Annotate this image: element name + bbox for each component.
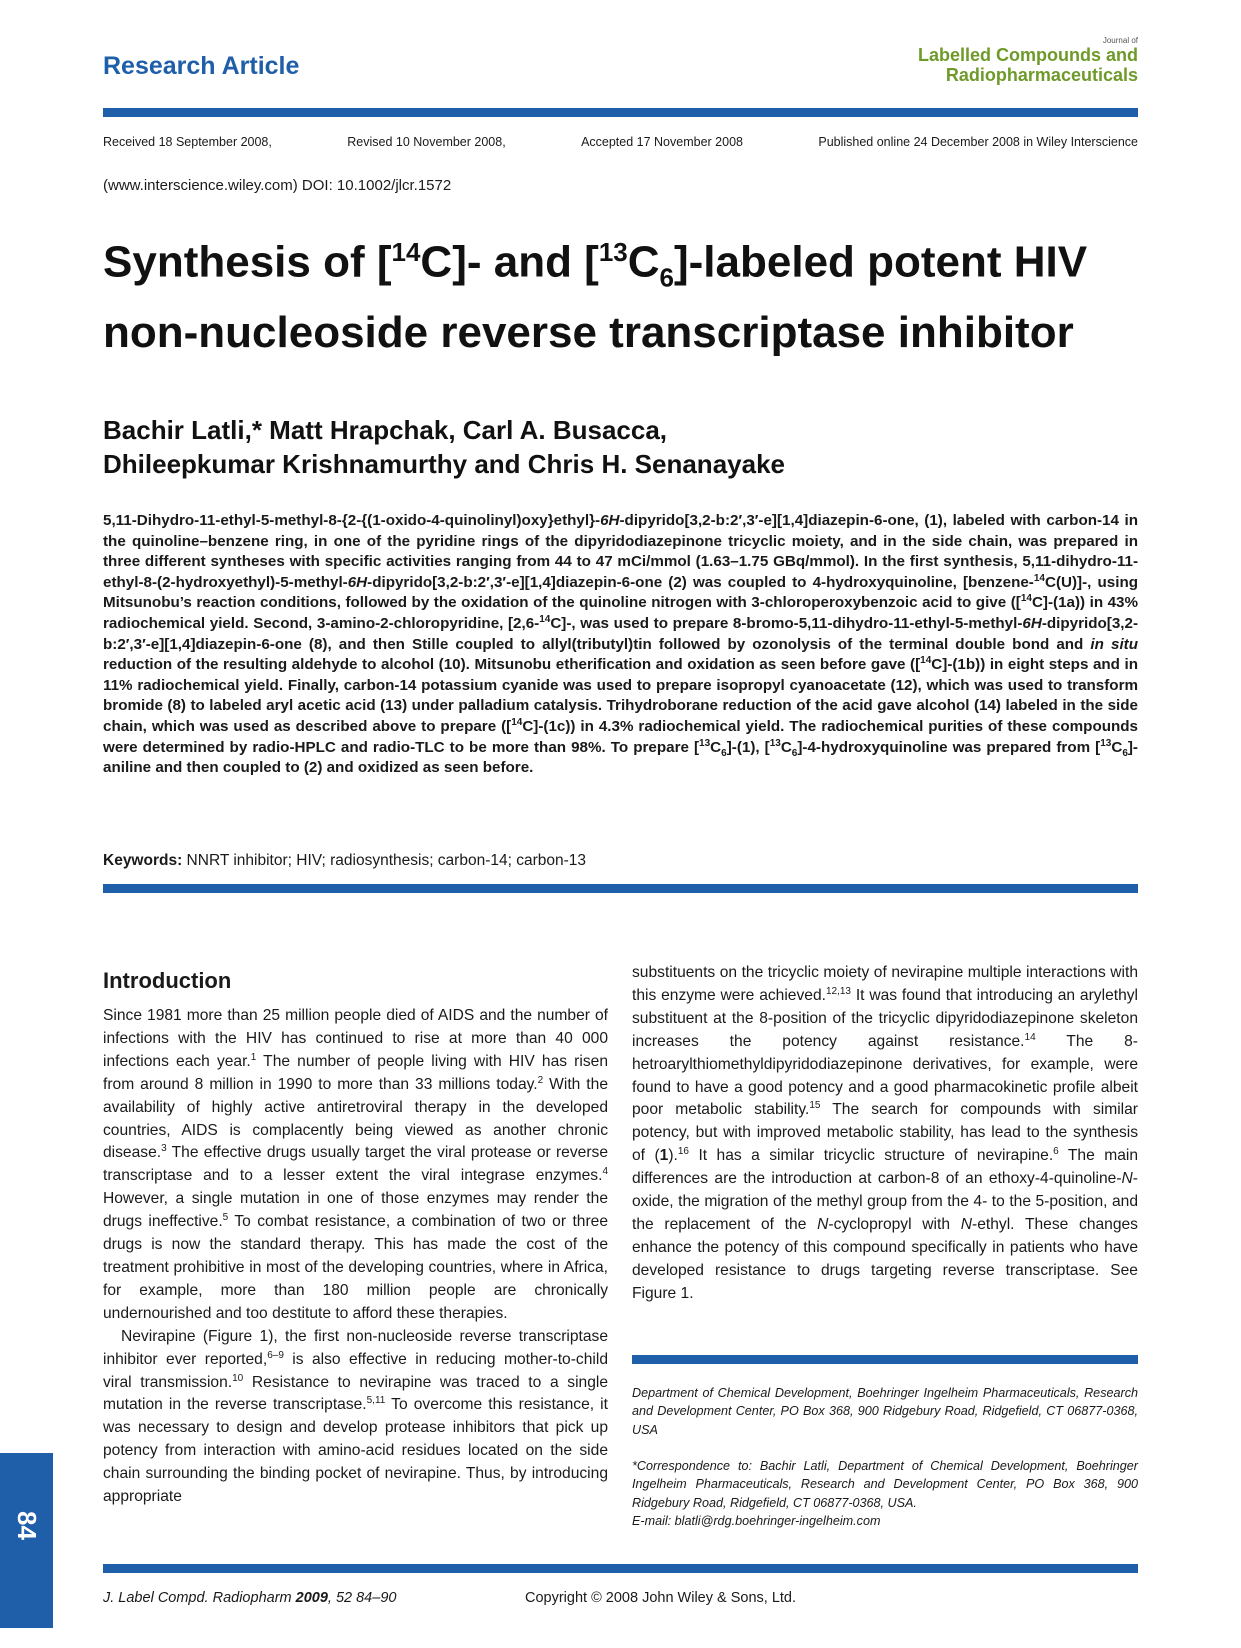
affiliation-rule	[632, 1355, 1138, 1364]
accepted-date: Accepted 17 November 2008	[581, 135, 743, 149]
article-dates	[103, 135, 1138, 149]
footer-rule	[103, 1564, 1138, 1573]
keywords	[103, 852, 586, 870]
page-number: 84	[12, 1511, 42, 1540]
published-date: Published online 24 December 2008 in Wiley Interscience	[818, 135, 1138, 149]
author-line-2: Dhileepkumar Krishnamurthy and Chris H. Senanayake	[103, 449, 785, 479]
abstract-rule	[103, 884, 1138, 893]
author-list	[103, 413, 1143, 481]
correspondence-email: E-mail: blatli@rdg.boehringer-ingelheim.com	[632, 1513, 881, 1528]
article-title: Synthesis of [$^{14}$C]- and $[^{13}C_6]$-labeled potent HIV non-nucleoside reverse transcriptase inhibitor	[103, 237, 1088, 358]
keywords-label: Keywords:	[103, 852, 183, 869]
header-rule	[103, 108, 1138, 117]
correspondence-note	[632, 1457, 1138, 1530]
body-column-left	[103, 1005, 608, 1509]
body-column-right	[632, 962, 1138, 1306]
journal-logo-line1: Labelled Compounds and	[917, 45, 1138, 65]
revised-date: Revised 10 November 2008,	[347, 135, 506, 149]
section-heading-introduction: Introduction	[103, 968, 232, 993]
corresponding-author-mark: *	[251, 415, 262, 445]
abstract: 5,11-Dihydro-11-ethyl-5-methyl-8-{2-{(1-oxido-4-quinolinyl)oxy}ethyl}-6H-dipyrido[3,2-b:2′,3′-e][1,4]diazepin-6-one, (1), labeled with carbon-14 in the quinoline–benzene ring, in one of the pyridine rings of the dipyridodiazepinone tricyclic moiety, and in the side chain, was prepared in three different syntheses with specific activities ranging from 44 to 47 mCi/mmol (1.63–1.75 GBq/mmol). In the first synthesis, 5,11-dihydro-11-ethyl-8-(2-hydroxyethyl)-5-methyl-6H-dipyrido[3,2-b:2′,3′-e][1,4]diazepin-6-one (2) was coupled to 4-hydroxyquinoline, [benzene-$^{14}$C(U)]-, using Mitsunobu’s reaction conditions, followed by the oxidation of the quinoline nitrogen with 3-chloroperoxybenzoic acid to give ([$^{14}$C]-(1a)) in 43% radiochemical yield. Second, 3-amino-2-chloropyridine, [2,6-$^{14}$C]-, was used to prepare 8-bromo-5,11-dihydro-11-ethyl-5-methyl-6H-dipyrido[3,2-b:2′,3′-e][1,4]diazepin-6-one (8), and then Stille coupled to allyl(tributyl)tin followed by ozonolysis of the terminal double bond and in situ reduction of the resulting aldehyde to alcohol (10). Mitsunobu etherification and oxidation as seen before gave ([$^{14}$C]-(1b)) in eight steps and in 11% radiochemical yield. Finally, carbon-14 potassium cyanide was used to prepare isopropyl cyanoacetate (12), which was used to transform bromide (8) to labeled aryl acetic acid (13) under palladium catalysis. Trihydroborane reduction of the acid gave alcohol (14) labeled in the side chain, which was used as described above to prepare ([$^{14}$C]-(1c)) in 4.3% radiochemical yield. The radiochemical purities of these compounds were determined by radio-HPLC and radio-TLC to be more than 98%. To prepare $[^{13}C_6]-(1)$, $[^{13}C_6]-4$-hydroxyquinoline was prepared from $[^{13}C_6]$-aniline and then coupled to (2) and oxidized as seen before.	[103, 512, 1139, 777]
author-affiliation: Department of Chemical Development, Boehringer Ingelheim Pharmaceuticals, Research and Development Center, PO Box 368, 900 Ridgebury Road, Ridgefield, CT 06877-0368, USA	[632, 1386, 1138, 1437]
doi-line: (www.interscience.wiley.com) DOI: 10.1002/jlcr.1572	[103, 177, 452, 194]
footer-copyright: Copyright © 2008 John Wiley & Sons, Ltd.	[525, 1590, 797, 1606]
journal-logo	[918, 36, 1138, 85]
journal-logo-prefix: Journal of	[1102, 36, 1138, 45]
intro-paragraph-2-continued: substituents on the tricyclic moiety of nevirapine multiple interactions with this enzyme were achieved.$^{12,13}$ It was found that introducing an arylethyl substituent at the 8-position of the tricyclic dipyridodiazepinone skeleton increases the potency against resistance.$^{14}$ The 8-hetroarylthiomethyldipyridodiazepinone derivatives, for example, were found to have a good potency and a good pharmacokinetic profile albeit poor metabolic stability.$^{15}$ The search for compounds with similar potency, but with improved metabolic stability, has lead to the synthesis of (1).$^{16}$ It has a similar tricyclic structure of nevirapine.$^6$ The main differences are the introduction at carbon-8 of an ethoxy-4-quinoline-N-oxide, the migration of the methyl group from the 4- to the 5-position, and the replacement of the N-cyclopropyl with N-ethyl. These changes enhance the potency of this compound specifically in patients who have developed resistance to drugs targeting reverse transcriptase. See Figure 1.	[632, 964, 1139, 1302]
section-label: Research Article	[103, 52, 300, 80]
footer-citation: J. Label Compd. Radiopharm 2009, 52 84–90	[103, 1590, 397, 1606]
intro-paragraph-1: Since 1981 more than 25 million people died of AIDS and the number of infections with the HIV has continued to rise at more than 40 000 infections each year.$^1$ The number of people living with HIV has risen from around 8 million in 1990 to more than 33 millions today.$^2$ With the availability of highly active antiretroviral therapy in the developed countries, AIDS is complacently being viewed as another chronic disease.$^3$ The effective drugs usually target the viral protease or reverse transcriptase and to a lesser extent the viral integrase enzymes.$^4$ However, a single mutation in one of those enzymes may render the drugs ineffective.$^5$ To combat resistance, a combination of two or three drugs is now the standard therapy. This has made the cost of the treatment prohibitive in most of the developing countries, where in Africa, for example, more than 180 million people are chronically undernourished and too destitute to afford these therapies.	[103, 1007, 608, 1322]
received-date: Received 18 September 2008,	[103, 135, 272, 149]
journal-logo-line2: Radiopharmaceuticals	[945, 65, 1138, 85]
keywords-text: NNRT inhibitor; HIV; radiosynthesis; carbon-14; carbon-13	[182, 852, 587, 869]
intro-paragraph-2: Nevirapine (Figure 1), the first non-nucleoside reverse transcriptase inhibitor ever reported,$^{6-9}$ is also effective in reducing mother-to-child viral transmission.$^{10}$ Resistance to nevirapine was traced to a single mutation in the reverse transcriptase.$^{5,11}$ To overcome this resistance, it was necessary to design and develop protease inhibitors that pick up potency from interaction with amino-acid residues located on the side chain surrounding the binding pocket of nevirapine. Thus, by introducing appropriate	[103, 1327, 609, 1506]
author-line-1: Bachir Latli,* Matt Hrapchak, Carl A. Busacca,	[103, 415, 668, 445]
correspondence-address: *Correspondence to: Bachir Latli, Department of Chemical Development, Boehringer Ingelheim Pharmaceuticals, Research and Development Center, PO Box 368, 900 Ridgebury Road, Ridgefield, CT 06877-0368, USA.	[632, 1459, 1138, 1510]
